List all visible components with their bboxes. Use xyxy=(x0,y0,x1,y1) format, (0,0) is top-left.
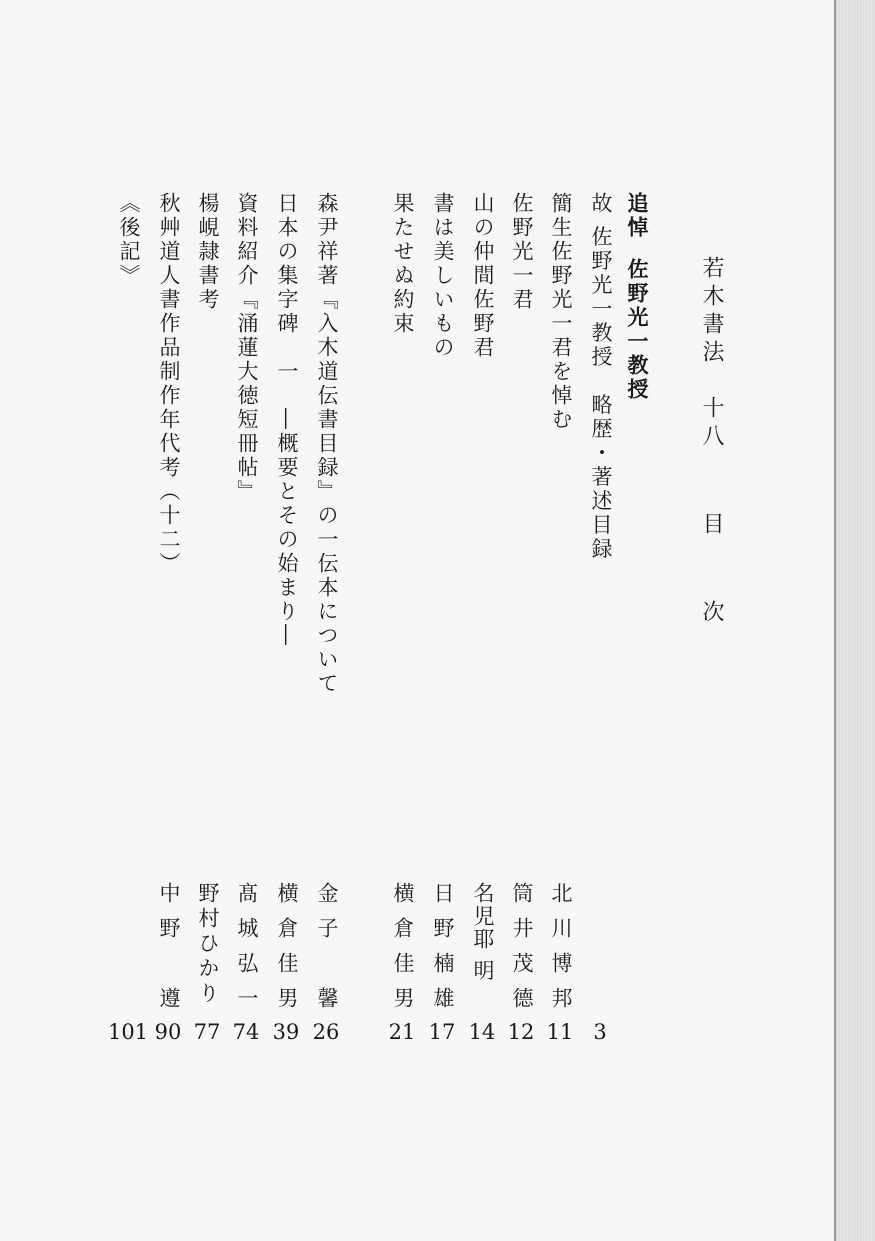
entry-page: 17 xyxy=(428,1020,456,1044)
entry-page: 26 xyxy=(312,1020,340,1044)
entry-author: 髙城弘一 xyxy=(235,882,259,1022)
entry-author: 日野楠雄 xyxy=(431,882,455,1022)
scan-edge xyxy=(836,0,875,1241)
entry-author: 中野 遵 xyxy=(157,882,181,1022)
entry-title: 日本の集字碑 一 ―概要とその始まり― xyxy=(275,192,299,648)
entry-title: 果たせぬ約束 xyxy=(391,192,415,336)
entry-page: 14 xyxy=(468,1020,496,1044)
volume-number: 十八 xyxy=(699,396,724,452)
entry-title: 佐野光一君 xyxy=(510,192,534,312)
section-heading-a: 追悼 xyxy=(625,192,650,240)
entry-page: 11 xyxy=(546,1020,574,1044)
entry-page: 21 xyxy=(388,1020,416,1044)
entry-page: 39 xyxy=(272,1020,300,1044)
section-heading xyxy=(627,192,648,402)
entry-page: 101 xyxy=(107,1020,149,1044)
scan-edge-line xyxy=(834,0,836,1241)
toc-label-a: 目 xyxy=(699,512,724,540)
entry-author: 野村ひかり xyxy=(196,882,220,1007)
entry-author: 名児耶 明 xyxy=(471,882,495,983)
section-heading-b: 佐野光一教授 xyxy=(625,258,650,402)
toc-label-b: 次 xyxy=(699,600,724,628)
entry-page: 3 xyxy=(593,1020,607,1044)
page-title xyxy=(700,256,722,628)
entry-title: 森尹祥著『入木道伝書目録』の一伝本について xyxy=(315,192,339,696)
entry-title: 簡生佐野光一君を悼む xyxy=(549,192,573,432)
entry-author: 北川博邦 xyxy=(549,882,573,1022)
entry-author: 筒井茂德 xyxy=(510,882,534,1022)
entry-author: 横倉佳男 xyxy=(275,882,299,1022)
entry-title: 書は美しいもの xyxy=(431,192,455,360)
entry-page: 90 xyxy=(154,1020,182,1044)
entry-title: 秋艸道人書作品制作年代考（十二） xyxy=(157,192,181,576)
series-name: 若木書法 xyxy=(699,256,724,368)
entry-title: 故 佐野光一教授 略歴・著述目録 xyxy=(589,192,613,562)
entry-title: 山の仲間佐野君 xyxy=(471,192,495,360)
entry-page: 74 xyxy=(232,1020,260,1044)
entry-page: 77 xyxy=(193,1020,221,1044)
entry-author: 金子 馨 xyxy=(315,882,339,1022)
entry-title: 楊峴隷書考 xyxy=(196,192,220,312)
entry-title: 資料紹介『涌蓮大徳短冊帖』 xyxy=(235,192,259,504)
entry-title: 《後記》 xyxy=(117,192,141,288)
entry-page: 12 xyxy=(507,1020,535,1044)
entry-author: 横倉佳男 xyxy=(391,882,415,1022)
